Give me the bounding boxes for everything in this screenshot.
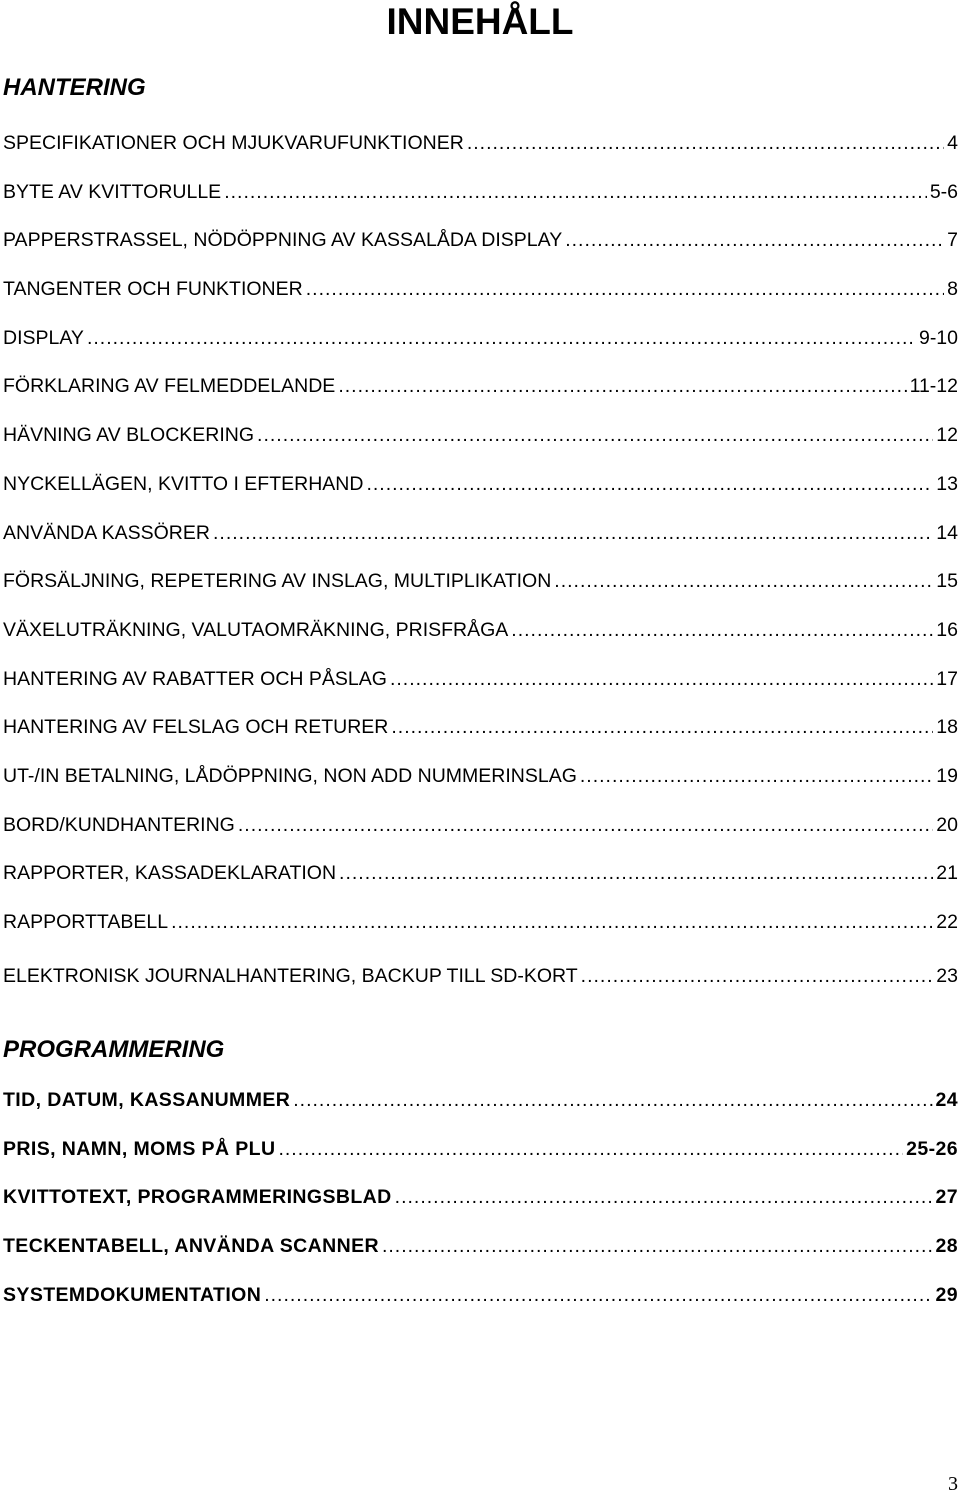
toc-entry[interactable]: [3, 422, 958, 448]
dot-leader: [87, 325, 916, 351]
toc-entry[interactable]: [3, 963, 958, 989]
toc-entry[interactable]: [3, 1136, 958, 1162]
toc-entry[interactable]: [3, 860, 958, 886]
toc-entry-page: 7: [947, 229, 958, 251]
page-number: 3: [948, 1473, 958, 1495]
dot-leader: [554, 568, 933, 594]
toc-entry[interactable]: [3, 1233, 958, 1259]
toc-entry-label: FÖRKLARING AV FELMEDDELANDE: [3, 375, 336, 397]
dot-leader: [467, 130, 944, 156]
toc-entry-page: 15: [936, 570, 958, 592]
dot-leader: [581, 963, 934, 989]
toc-entry[interactable]: [3, 179, 958, 205]
dot-leader: [395, 1184, 933, 1210]
dot-leader: [391, 714, 933, 740]
toc-entry[interactable]: [3, 666, 958, 692]
toc-entry-label: SPECIFIKATIONER OCH MJUKVARUFUNKTIONER: [3, 132, 464, 154]
toc-entry-page: 29: [935, 1284, 958, 1306]
toc-entry[interactable]: [3, 1184, 958, 1210]
toc-entry[interactable]: [3, 520, 958, 546]
toc-entry[interactable]: [3, 130, 958, 156]
toc-entry-label: BYTE AV KVITTORULLE: [3, 181, 222, 203]
toc-entry-page: 14: [936, 522, 958, 544]
toc-entry-label: FÖRSÄLJNING, REPETERING AV INSLAG, MULTIPLIKATION: [3, 570, 552, 592]
toc-entry-label: RAPPORTTABELL: [3, 911, 169, 933]
section-heading-programmering: PROGRAMMERING: [3, 1036, 225, 1063]
dot-leader: [257, 422, 933, 448]
dot-leader: [580, 763, 933, 789]
toc-entry-label: NYCKELLÄGEN, KVITTO I EFTERHAND: [3, 473, 364, 495]
toc-entry-page: 20: [936, 814, 958, 836]
dot-leader: [213, 520, 933, 546]
toc-entry-label: BORD/KUNDHANTERING: [3, 814, 235, 836]
dot-leader: [338, 373, 906, 399]
dot-leader: [565, 227, 944, 253]
toc-entry-page: 27: [935, 1186, 958, 1208]
toc-entry-label: PAPPERSTRASSEL, NÖDÖPPNING AV KASSALÅDA DISPLAY: [3, 229, 563, 251]
dot-leader: [366, 471, 933, 497]
toc-entry[interactable]: [3, 373, 958, 399]
toc-entry-page: 11-12: [909, 375, 958, 397]
toc-entry[interactable]: [3, 1087, 958, 1113]
toc-entry-page: 23: [936, 965, 958, 987]
dot-leader: [293, 1087, 932, 1113]
toc-entry[interactable]: [3, 471, 958, 497]
toc-entry[interactable]: [3, 325, 958, 351]
toc-entry[interactable]: [3, 812, 958, 838]
dot-leader: [171, 909, 933, 935]
toc-entry-label: TECKENTABELL, ANVÄNDA SCANNER: [3, 1235, 379, 1257]
toc-entry-label: HÄVNING AV BLOCKERING: [3, 424, 255, 446]
toc-entry-label: RAPPORTER, KASSADEKLARATION: [3, 862, 337, 884]
toc-entry-page: 19: [936, 765, 958, 787]
dot-leader: [339, 860, 933, 886]
toc-entry[interactable]: [3, 714, 958, 740]
toc-entry-label: SYSTEMDOKUMENTATION: [3, 1284, 262, 1306]
toc-entry-page: 28: [935, 1235, 958, 1257]
toc-entry-page: 17: [936, 668, 958, 690]
toc-entry-page: 16: [936, 619, 958, 641]
dot-leader: [278, 1136, 903, 1162]
toc-entry-page: 4: [947, 132, 958, 154]
toc-entry-page: 9-10: [918, 327, 958, 349]
toc-entry-label: KVITTOTEXT, PROGRAMMERINGSBLAD: [3, 1186, 392, 1208]
toc-entry[interactable]: [3, 617, 958, 643]
toc-entry-page: 18: [936, 716, 958, 738]
toc-entry[interactable]: [3, 909, 958, 935]
toc-entry-label: VÄXELUTRÄKNING, VALUTAOMRÄKNING, PRISFRÅGA: [3, 619, 509, 641]
toc-entry-label: HANTERING AV FELSLAG OCH RETURER: [3, 716, 389, 738]
dot-leader: [224, 179, 927, 205]
toc-entry-label: DISPLAY: [3, 327, 84, 349]
toc-entry-page: 22: [936, 911, 958, 933]
dot-leader: [382, 1233, 933, 1259]
toc-entry-label: HANTERING AV RABATTER OCH PÅSLAG: [3, 668, 387, 690]
toc-entry[interactable]: [3, 276, 958, 302]
toc-entry-page: 12: [936, 424, 958, 446]
toc-entry-label: TID, DATUM, KASSANUMMER: [3, 1089, 291, 1111]
dot-leader: [390, 666, 933, 692]
dot-leader: [306, 276, 944, 302]
toc-entry-page: 21: [936, 862, 958, 884]
toc-entry-label: TANGENTER OCH FUNKTIONER: [3, 278, 303, 300]
toc-entry[interactable]: [3, 568, 958, 594]
page-title: INNEHÅLL: [386, 1, 574, 42]
toc-entry-page: 24: [935, 1089, 958, 1111]
toc-entry-label: ANVÄNDA KASSÖRER: [3, 522, 210, 544]
section-heading-hantering: HANTERING: [3, 74, 146, 101]
toc-entry-page: 8: [947, 278, 958, 300]
toc-entry[interactable]: [3, 227, 958, 253]
toc-entry[interactable]: [3, 763, 958, 789]
dot-leader: [511, 617, 933, 643]
toc-entry-label: ELEKTRONISK JOURNALHANTERING, BACKUP TILL SD-KORT: [3, 965, 578, 987]
toc-entry-label: PRIS, NAMN, MOMS PÅ PLU: [3, 1138, 276, 1160]
toc-entry-page: 5-6: [929, 181, 958, 203]
toc-entry[interactable]: [3, 1282, 958, 1308]
dot-leader: [238, 812, 933, 838]
toc-entry-label: UT-/IN BETALNING, LÅDÖPPNING, NON ADD NUMMERINSLAG: [3, 765, 577, 787]
toc-entry-page: 13: [936, 473, 958, 495]
dot-leader: [264, 1282, 932, 1308]
toc-entry-page: 25-26: [906, 1138, 958, 1160]
